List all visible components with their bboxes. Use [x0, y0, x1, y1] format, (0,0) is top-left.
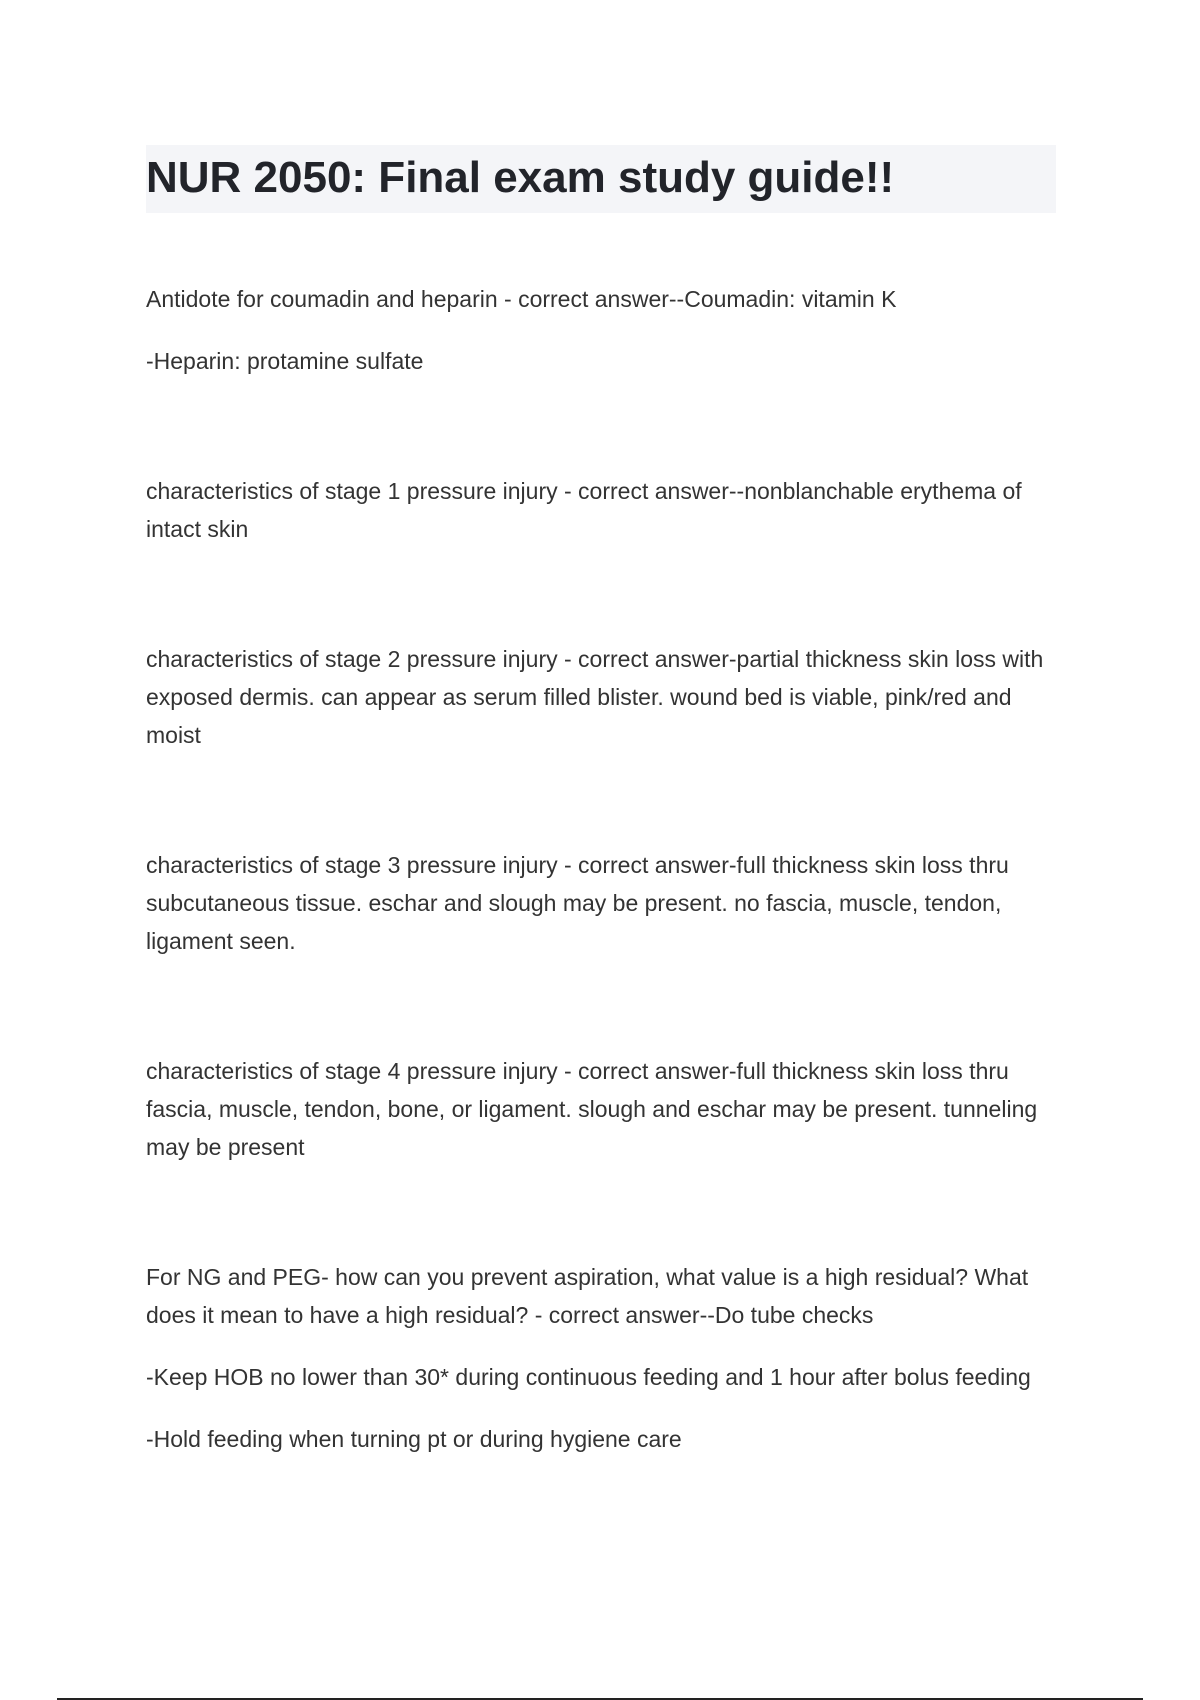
- entry-stage-1-pressure-injury: [146, 472, 1066, 548]
- study-guide-entries: [146, 280, 1066, 1550]
- entry-stage-3-pressure-injury: [146, 846, 1066, 960]
- entry-question-answer: Antidote for coumadin and heparin - correct answer--Coumadin: vitamin K: [146, 286, 897, 312]
- entry-question-answer: characteristics of stage 2 pressure injury - correct answer-partial thickness skin loss with exposed dermis. can appear as serum filled blister. wound bed is viable, pink/red and moist: [146, 646, 1044, 748]
- entry-answer-line: -Keep HOB no lower than 30* during continuous feeding and 1 hour after bolus feeding: [146, 1364, 1031, 1390]
- entry-answer-line: -Hold feeding when turning pt or during hygiene care: [146, 1426, 682, 1452]
- entry-ng-peg-aspiration: [146, 1258, 1066, 1458]
- entry-question-answer: characteristics of stage 1 pressure injury - correct answer--nonblanchable erythema of intact skin: [146, 478, 1022, 542]
- entry-stage-4-pressure-injury: [146, 1052, 1066, 1166]
- entry-question-answer: For NG and PEG- how can you prevent aspiration, what value is a high residual? What does it mean to have a high residual? - correct answer--Do tube checks: [146, 1264, 1029, 1328]
- entry-stage-2-pressure-injury: [146, 640, 1066, 754]
- entry-question-answer: characteristics of stage 4 pressure injury - correct answer-full thickness skin loss thru fascia, muscle, tendon, bone, or ligament. slough and eschar may be present. tunneling may be present: [146, 1058, 1038, 1160]
- entry-question-answer: characteristics of stage 3 pressure injury - correct answer-full thickness skin loss thru subcutaneous tissue. eschar and slough may be present. no fascia, muscle, tendon, ligament seen.: [146, 852, 1009, 954]
- entry-answer-line: -Heparin: protamine sulfate: [146, 348, 424, 374]
- entry-anticoagulant-antidotes: [146, 280, 1066, 380]
- document-title: NUR 2050: Final exam study guide!!: [146, 153, 895, 202]
